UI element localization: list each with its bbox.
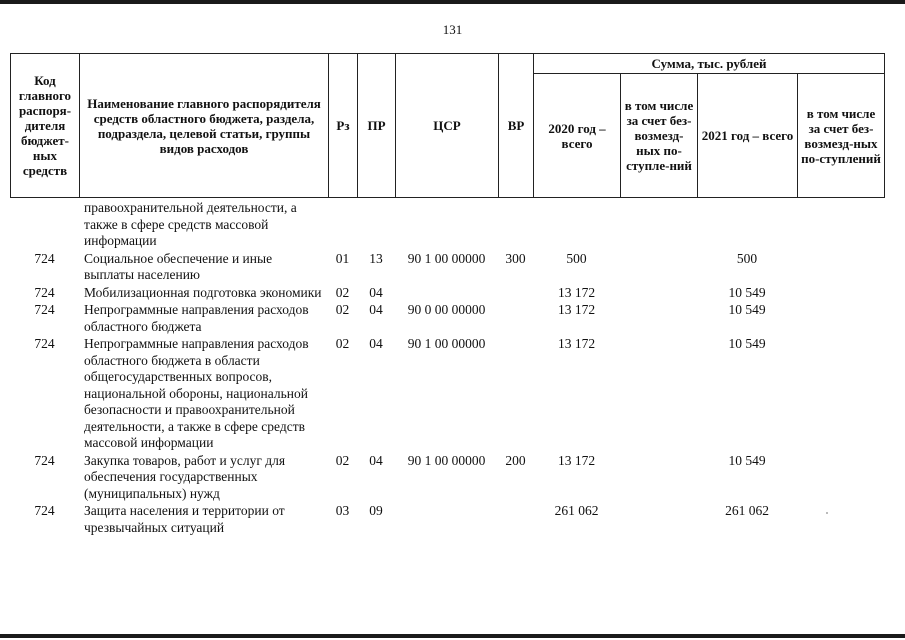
row-2021-incl <box>797 335 884 452</box>
header-name: Наименование главного распорядителя средств областного бюджета, раздела, подраздела, целевой статьи, группы видов расходов <box>80 54 329 198</box>
table-body <box>10 199 884 536</box>
row-2020-total: 500 <box>566 250 587 266</box>
row-rz: 02 <box>335 452 350 468</box>
row-code: 724 <box>34 503 55 518</box>
row-csr: 90 0 00 00000 <box>407 302 486 317</box>
header-2020-incl: в том числе за счет без-возмезд-ных по-ступле-ний <box>621 74 698 198</box>
row-2020-total: 13 172 <box>557 284 596 300</box>
row-2021-total: 10 549 <box>728 302 766 317</box>
row-csr: 90 1 00 00000 <box>407 452 486 468</box>
row-2020-total: 13 172 <box>557 336 596 351</box>
header-code: Код главного распоря-дителя бюджет-ных средств <box>11 54 80 198</box>
table-row <box>10 301 884 335</box>
table-header <box>10 53 885 198</box>
row-2020-incl <box>620 502 697 536</box>
row-code: 724 <box>34 452 55 468</box>
table-row <box>10 502 884 536</box>
header-rz: Рз <box>329 54 358 198</box>
row-2020-incl <box>620 301 697 335</box>
row-csr <box>395 284 498 302</box>
page-number: 131 <box>442 22 463 37</box>
row-2021-incl <box>797 199 884 250</box>
row-rz: 02 <box>335 284 350 300</box>
row-csr <box>395 502 498 536</box>
row-rz: 03 <box>335 503 350 518</box>
row-pr: 13 <box>369 250 383 266</box>
row-pr: 09 <box>369 503 383 518</box>
row-csr <box>395 199 498 250</box>
header-2021-incl: в том числе за счет без-возмезд-ных по-ступлений <box>798 74 885 198</box>
row-rz <box>328 199 357 250</box>
header-2020-total: 2020 год – всего <box>534 74 621 198</box>
row-rz: 02 <box>335 302 350 317</box>
row-csr: 90 1 00 00000 <box>407 250 486 266</box>
table-row <box>10 250 884 284</box>
row-2021-total: 500 <box>736 250 758 266</box>
scan-bottom-edge <box>0 634 905 638</box>
header-2021-total: 2021 год – всего <box>698 74 798 198</box>
row-2020-total: 261 062 <box>554 503 599 518</box>
row-vr <box>498 502 533 536</box>
row-pr: 04 <box>369 284 383 300</box>
row-2020-incl <box>620 452 697 503</box>
row-vr: 200 <box>505 452 526 468</box>
row-name: Социальное обеспечение и иные выплаты населению <box>84 250 273 282</box>
row-2021-incl <box>797 301 884 335</box>
table-row <box>10 284 884 302</box>
row-code: 724 <box>34 284 55 300</box>
scan-top-edge <box>0 0 905 4</box>
row-code <box>10 199 79 250</box>
row-name: Непрограммные направления расходов областного бюджета в области общегосударственных вопросов, национальной обороны, национальной безопасности и правоохранительной деятельности, а также в сфере средств массовой информации <box>84 336 309 450</box>
row-rz: 02 <box>335 336 350 351</box>
row-pr: 04 <box>369 336 383 351</box>
row-2020-incl <box>620 335 697 452</box>
row-vr <box>498 284 533 302</box>
row-2021-total: 10 549 <box>728 284 766 300</box>
header-sum: Сумма, тыс. рублей <box>534 54 885 74</box>
row-rz: 01 <box>335 250 350 266</box>
row-2021-total: 10 549 <box>728 336 766 351</box>
row-2020-incl <box>620 199 697 250</box>
row-vr <box>498 335 533 452</box>
table-row <box>10 452 884 503</box>
row-2021-total: 10 549 <box>728 452 766 468</box>
table-row <box>10 335 884 452</box>
scan-speck <box>826 512 828 514</box>
row-vr <box>498 301 533 335</box>
row-name: Закупка товаров, работ и услуг для обеспечения государственных (муниципальных) нужд <box>84 452 286 501</box>
row-pr <box>357 199 395 250</box>
row-name: Мобилизационная подготовка экономики <box>84 284 322 300</box>
table-row <box>10 199 884 250</box>
row-name: правоохранительной деятельности, а также в сфере средств массовой информации <box>84 200 297 248</box>
row-2020-incl <box>620 284 697 302</box>
row-pr: 04 <box>369 452 383 468</box>
row-pr: 04 <box>369 302 383 317</box>
header-vr: ВР <box>499 54 534 198</box>
row-2020-total <box>533 199 620 250</box>
row-vr: 300 <box>505 250 526 266</box>
row-vr <box>498 199 533 250</box>
row-2021-incl <box>797 452 884 503</box>
row-code: 724 <box>34 336 55 351</box>
row-2021-total <box>697 199 797 250</box>
row-2021-incl <box>797 502 884 536</box>
row-code: 724 <box>34 302 55 317</box>
row-2020-incl <box>620 250 697 284</box>
row-2021-incl <box>797 250 884 284</box>
row-2020-total: 13 172 <box>557 452 596 468</box>
header-csr: ЦСР <box>396 54 499 198</box>
row-code: 724 <box>34 250 55 266</box>
row-name: Непрограммные направления расходов областного бюджета <box>84 302 309 334</box>
row-2020-total: 13 172 <box>557 302 596 317</box>
row-2021-total: 261 062 <box>725 503 769 518</box>
row-name: Защита населения и территории от чрезвычайных ситуаций <box>84 503 285 535</box>
row-2021-incl <box>797 284 884 302</box>
row-csr: 90 1 00 00000 <box>407 336 486 351</box>
header-pr: ПР <box>358 54 396 198</box>
